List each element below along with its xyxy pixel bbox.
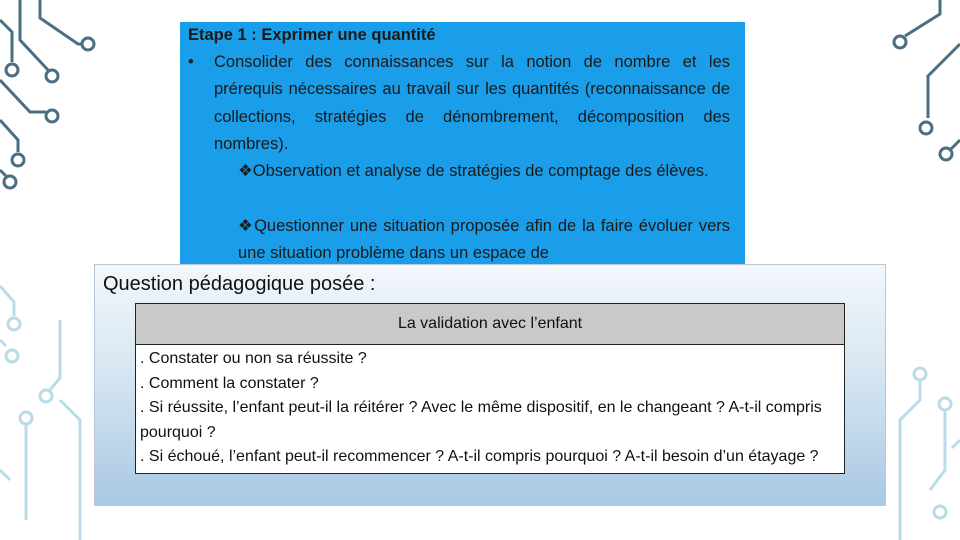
- validation-line: . Constater ou non sa réussite ?: [140, 350, 367, 367]
- validation-table-body: [136, 345, 844, 473]
- validation-line: . Si réussite, l’enfant peut-il la réitérer ? Avec le même dispositif, en le changeant ? A-t-il compris pourquoi ?: [140, 399, 822, 441]
- objective-box: [180, 22, 745, 272]
- validation-table-header: La validation avec l’enfant: [136, 304, 844, 345]
- objective-sub-item-question: ❖Questionner une situation proposée afin de la faire évoluer vers une situation problème dans un espace de: [238, 217, 730, 263]
- validation-table: [135, 303, 845, 474]
- bullet-dot: •: [188, 53, 194, 71]
- objective-sub-item-observation: ❖Observation et analyse de stratégies de comptage des élèves.: [238, 162, 709, 180]
- validation-line: . Comment la constater ?: [140, 374, 319, 392]
- question-panel: [94, 264, 886, 506]
- validation-line: . Si échoué, l’enfant peut-il recommencer ? A-t-il compris pourquoi ? A-t-il besoin d’un étayage ?: [140, 448, 819, 465]
- question-title: Question pédagogique posée :: [103, 273, 376, 295]
- objective-heading: Etape 1 : Exprimer une quantité: [188, 26, 436, 44]
- objective-text: Consolider des connaissances sur la notion de nombre et les prérequis nécessaires au travail sur les quantités (reconnaissance de collections, stratégies de dénombrement, décomposition des nombres).: [214, 53, 730, 153]
